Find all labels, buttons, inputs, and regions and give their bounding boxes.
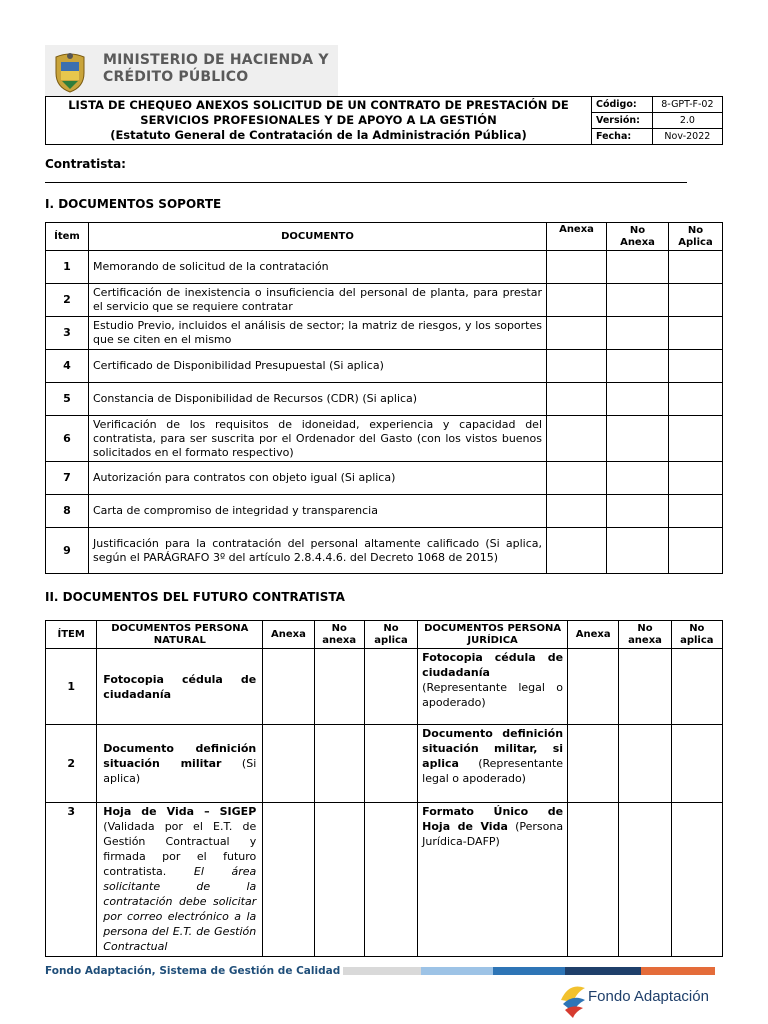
checkbox-no-aplica[interactable] [364, 725, 417, 803]
col-header-no-aplica: No Aplica [669, 223, 723, 251]
checkbox-no-anexa[interactable] [314, 725, 364, 803]
table-row [46, 725, 723, 803]
table-row [46, 350, 723, 383]
col-header-anexa: Anexa [263, 621, 314, 649]
row-document: Certificación de inexistencia o insuficiencia del personal de planta, para prestar el servicio que se requiere contratar [89, 284, 547, 317]
checkbox-no-aplica[interactable] [671, 803, 722, 957]
table-row [46, 528, 723, 574]
row-number: 3 [46, 803, 97, 957]
juridica-doc-note: (Persona Jurídica-DAFP) [422, 820, 564, 848]
date-value: Nov-2022 [652, 129, 722, 145]
future-contractor-table [45, 620, 723, 957]
ministry-logo [45, 45, 338, 97]
checkbox-no-aplica[interactable] [669, 495, 723, 528]
juridica-doc-note: (Representante legal o apoderado) [422, 681, 564, 709]
contratista-line [45, 182, 687, 183]
natural-doc-instruction: El área solicitante de la contratación debe solicitar por correo electrónico a la persona del E.T. de Gestión Contractual [103, 865, 257, 953]
footer-bar-segment [343, 967, 421, 975]
natural-document [97, 649, 263, 725]
checkbox-no-aplica[interactable] [669, 251, 723, 284]
fondo-adaptacion-logo-text: Fondo Adaptación [588, 988, 709, 1005]
table-row [46, 495, 723, 528]
table-row [46, 284, 723, 317]
contratista-label: Contratista: [45, 157, 126, 171]
checkbox-anexa[interactable] [568, 649, 619, 725]
code-label: Código: [592, 97, 653, 113]
checkbox-anexa[interactable] [263, 803, 314, 957]
col-header-juridica: DOCUMENTOS PERSONA JURÍDICA [418, 621, 568, 649]
checkbox-anexa[interactable] [547, 350, 607, 383]
checkbox-no-anexa[interactable] [607, 528, 669, 574]
table-row [46, 803, 723, 957]
documents-support-table [45, 222, 723, 574]
checkbox-no-aplica[interactable] [669, 383, 723, 416]
ministry-line2: CRÉDITO PÚBLICO [103, 69, 249, 85]
document-title [46, 97, 592, 145]
coat-of-arms-icon [52, 51, 88, 93]
col-header-no-anexa-j: No anexa [619, 621, 671, 649]
row-number: 5 [46, 383, 89, 416]
juridica-doc-note: (Representante legal o apoderado) [422, 757, 564, 785]
checkbox-no-aplica[interactable] [671, 725, 722, 803]
row-number: 1 [46, 251, 89, 284]
table-row [46, 462, 723, 495]
checkbox-no-aplica[interactable] [669, 317, 723, 350]
col-header-anexa: Anexa [547, 223, 607, 251]
juridica-document [418, 803, 568, 957]
row-number: 6 [46, 416, 89, 462]
ministry-line1: MINISTERIO DE HACIENDA Y [103, 52, 329, 68]
footer-bar-segment [421, 967, 493, 975]
checkbox-no-aplica[interactable] [669, 528, 723, 574]
col-header-no-aplica-j: No aplica [671, 621, 722, 649]
row-document: Certificado de Disponibilidad Presupuestal (Si aplica) [89, 350, 547, 383]
juridica-doc-title: Formato Único de Hoja de Vida [422, 805, 564, 833]
col-header-anexa-j: Anexa [568, 621, 619, 649]
checkbox-anexa[interactable] [263, 649, 314, 725]
table-row [46, 383, 723, 416]
row-number: 2 [46, 725, 97, 803]
checkbox-anexa[interactable] [263, 725, 314, 803]
checkbox-no-anexa[interactable] [619, 725, 671, 803]
checkbox-anexa[interactable] [547, 317, 607, 350]
footer-bar-segment [565, 967, 641, 975]
checkbox-anexa[interactable] [547, 462, 607, 495]
row-document: Autorización para contratos con objeto igual (Si aplica) [89, 462, 547, 495]
version-value: 2.0 [652, 113, 722, 129]
ministry-name [103, 52, 329, 86]
juridica-document [418, 649, 568, 725]
date-label: Fecha: [592, 129, 653, 145]
section1-title: I. DOCUMENTOS SOPORTE [45, 197, 222, 211]
table-row [46, 649, 723, 725]
col-header-item: ÍTEM [46, 621, 97, 649]
col-header-no-anexa: No Anexa [607, 223, 669, 251]
table-row [46, 317, 723, 350]
title-line2: SERVICIOS PROFESIONALES Y DE APOYO A LA GESTIÓN [140, 113, 497, 127]
natural-document [97, 725, 263, 803]
natural-doc-title: Documento definición situación militar [103, 742, 257, 770]
checkbox-no-aplica[interactable] [669, 462, 723, 495]
checkbox-no-anexa[interactable] [314, 649, 364, 725]
row-number: 8 [46, 495, 89, 528]
section2-title: II. DOCUMENTOS DEL FUTURO CONTRATISTA [45, 590, 345, 604]
footer-bar-segment [641, 967, 715, 975]
checkbox-no-anexa[interactable] [619, 649, 671, 725]
row-number: 7 [46, 462, 89, 495]
row-number: 4 [46, 350, 89, 383]
col-header-natural: DOCUMENTOS PERSONA NATURAL [97, 621, 263, 649]
row-document: Constancia de Disponibilidad de Recursos (CDR) (Si aplica) [89, 383, 547, 416]
natural-doc-title: Fotocopia cédula de ciudadanía [103, 672, 257, 701]
row-document: Justificación para la contratación del personal altamente calificado (Si aplica, según el PARÁGRAFO 3º del artículo 2.8.4.4.6. del Decreto 1068 de 2015) [89, 528, 547, 574]
document-header-table [45, 96, 723, 145]
title-line1: LISTA DE CHEQUEO ANEXOS SOLICITUD DE UN CONTRATO DE PRESTACIÓN DE [68, 98, 569, 112]
row-document: Carta de compromiso de integridad y transparencia [89, 495, 547, 528]
checkbox-no-anexa[interactable] [607, 383, 669, 416]
checkbox-no-aplica[interactable] [364, 649, 417, 725]
checkbox-no-anexa[interactable] [619, 803, 671, 957]
col-header-no-anexa: No anexa [314, 621, 364, 649]
checkbox-no-aplica[interactable] [669, 350, 723, 383]
checkbox-no-aplica[interactable] [364, 803, 417, 957]
checkbox-anexa[interactable] [547, 528, 607, 574]
checkbox-anexa[interactable] [547, 495, 607, 528]
title-line3: (Estatuto General de Contratación de la Administración Pública) [110, 128, 527, 142]
natural-document [97, 803, 263, 957]
col-header-no-aplica: No aplica [364, 621, 417, 649]
footer-bar-segment [493, 967, 565, 975]
col-header-document: DOCUMENTO [89, 223, 547, 251]
col-header-item: Ítem [46, 223, 89, 251]
juridica-doc-title: Fotocopia cédula de ciudadanía [422, 651, 564, 679]
checkbox-no-aplica[interactable] [669, 416, 723, 462]
footer-text: Fondo Adaptación, Sistema de Gestión de Calidad [45, 965, 341, 977]
checkbox-no-anexa[interactable] [607, 284, 669, 317]
juridica-doc-title: Documento definición situación militar, si aplica [422, 727, 564, 770]
row-document: Verificación de los requisitos de idoneidad, experiencia y capacidad del contratista, para ser suscrita por el Ordenador del Gasto (con los vistos buenos solicitados en el formato respectivo) [89, 416, 547, 462]
juridica-document [418, 725, 568, 803]
checkbox-anexa[interactable] [568, 803, 619, 957]
checkbox-no-anexa[interactable] [607, 462, 669, 495]
checkbox-no-anexa[interactable] [607, 251, 669, 284]
natural-doc-note: (Validada por el E.T. de Gestión Contractual y firmada por el futuro contratista. [103, 820, 257, 878]
row-number: 3 [46, 317, 89, 350]
checkbox-no-anexa[interactable] [314, 803, 364, 957]
checkbox-anexa[interactable] [547, 383, 607, 416]
natural-doc-title: Hoja de Vida – SIGEP [103, 805, 257, 818]
checkbox-no-aplica[interactable] [669, 284, 723, 317]
checkbox-anexa[interactable] [547, 251, 607, 284]
row-number: 2 [46, 284, 89, 317]
checkbox-no-anexa[interactable] [607, 350, 669, 383]
checkbox-no-anexa[interactable] [607, 416, 669, 462]
checkbox-no-anexa[interactable] [607, 317, 669, 350]
checkbox-no-anexa[interactable] [607, 495, 669, 528]
row-document: Estudio Previo, incluidos el análisis de sector; la matriz de riesgos, y los soportes que se citen en el mismo [89, 317, 547, 350]
natural-doc-note: (Si aplica) [103, 757, 257, 785]
checkbox-no-aplica[interactable] [671, 649, 722, 725]
checkbox-anexa[interactable] [547, 284, 607, 317]
version-label: Versión: [592, 113, 653, 129]
table-row [46, 416, 723, 462]
code-value: 8-GPT-F-02 [652, 97, 722, 113]
checkbox-anexa[interactable] [547, 416, 607, 462]
row-number: 9 [46, 528, 89, 574]
row-number: 1 [46, 649, 97, 725]
row-document: Memorando de solicitud de la contratación [89, 251, 547, 284]
table-row [46, 251, 723, 284]
checkbox-anexa[interactable] [568, 725, 619, 803]
